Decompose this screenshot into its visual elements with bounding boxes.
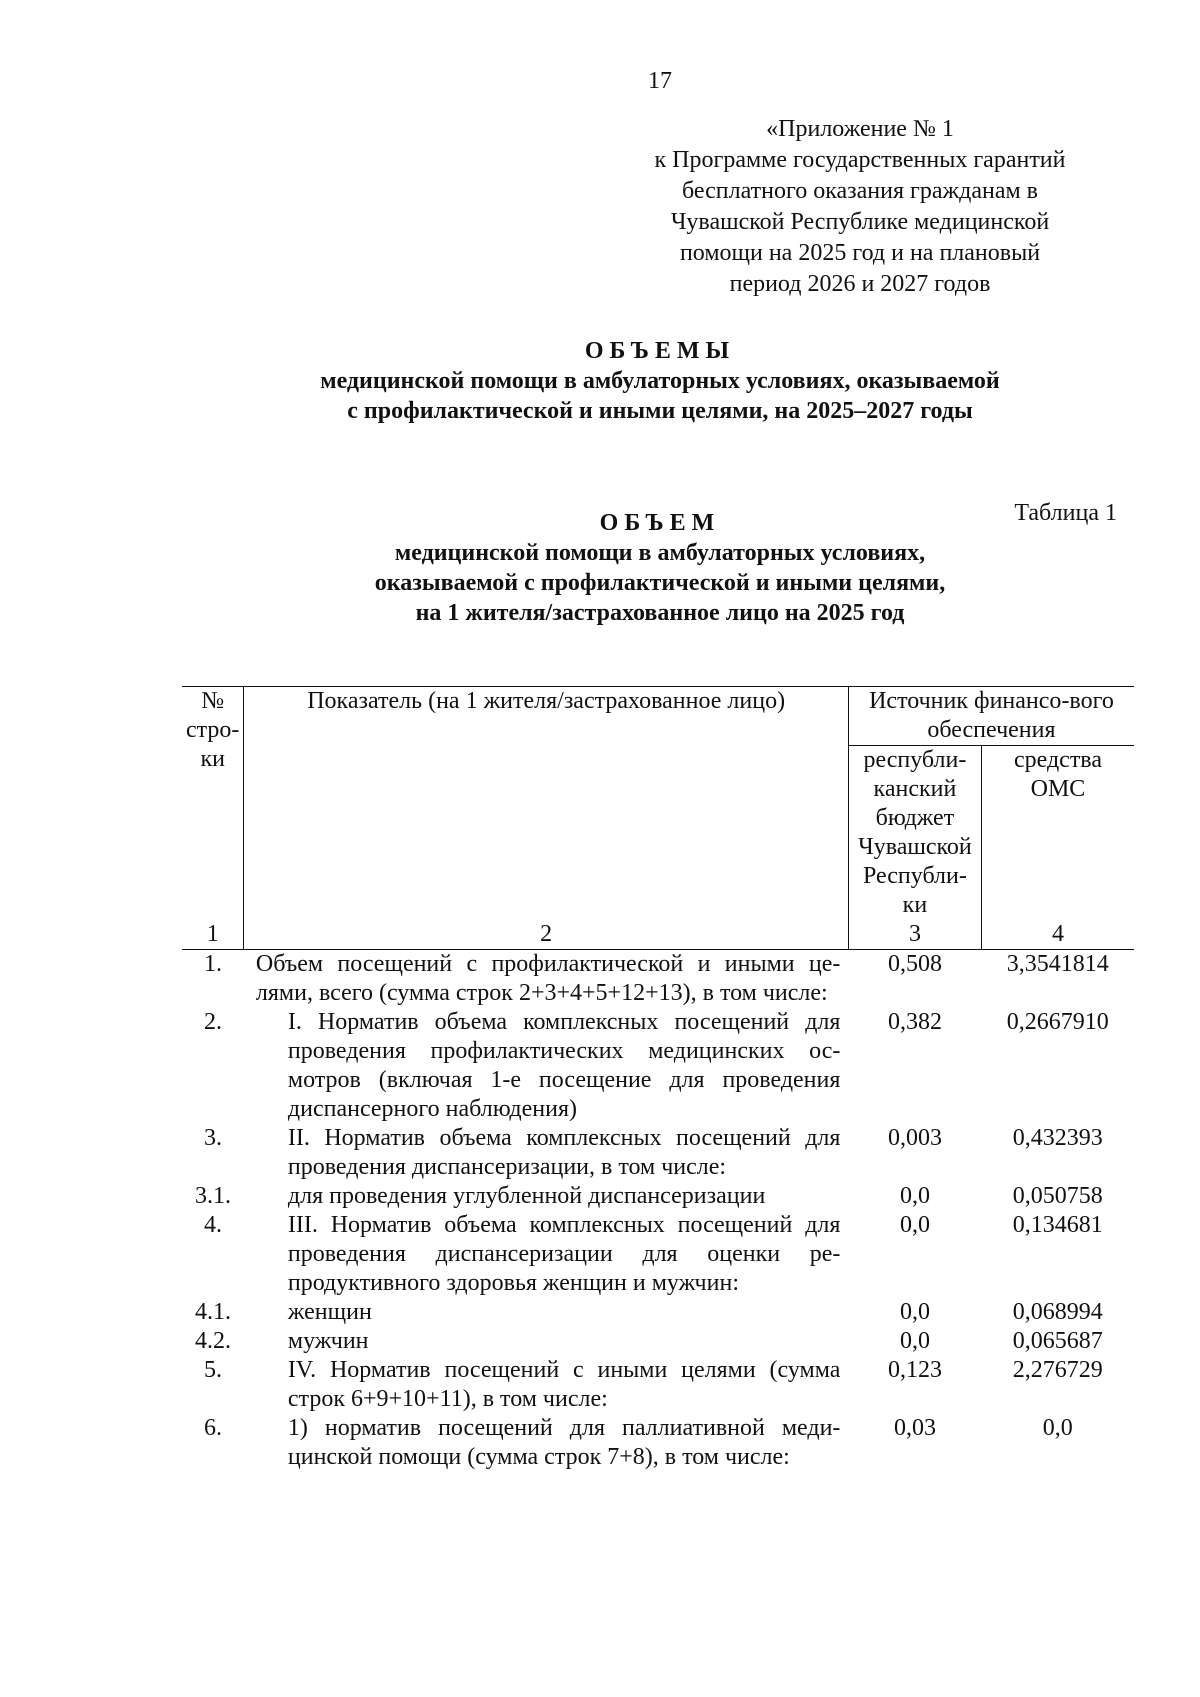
row-number: 4. bbox=[203, 1212, 222, 1238]
row-number: 6. bbox=[203, 1415, 222, 1441]
table-label: Таблица 1 bbox=[1014, 500, 1117, 526]
table-title-line: на 1 жителя/застрахованное лицо на 2025 год bbox=[415, 600, 905, 626]
row-oms-value: 0,068994 bbox=[1012, 1299, 1103, 1325]
row-indicator: III. Норматив объема комплексных посещений для проведения диспансеризации для оценки ре-продуктивного здоровья женщин и мужчин: bbox=[287, 1212, 841, 1296]
appendix-reference bbox=[590, 114, 1130, 300]
table-row bbox=[182, 1211, 1134, 1298]
table-title-line: оказываемой с профилактической и иными целями, bbox=[374, 570, 946, 596]
row-indicator: женщин bbox=[287, 1299, 372, 1325]
table-row bbox=[182, 1182, 1134, 1211]
row-oms-value: 0,432393 bbox=[1012, 1125, 1103, 1151]
table-row bbox=[182, 1124, 1134, 1182]
main-title-line: медицинской помощи в амбулаторных условиях, оказываемой bbox=[320, 368, 1000, 394]
row-indicator: для проведения углубленной диспансеризации bbox=[287, 1183, 766, 1209]
row-number: 4.2. bbox=[194, 1328, 231, 1354]
table-row bbox=[182, 1327, 1134, 1356]
row-indicator: I. Норматив объема комплексных посещений для проведения профилактических медицинских ос-мотров (включая 1-е посещение для проведения диспансерного наблюдения) bbox=[287, 1009, 841, 1122]
row-oms-value: 0,0 bbox=[1042, 1415, 1073, 1441]
row-budget-value: 0,0 bbox=[899, 1328, 930, 1354]
row-number: 3.1. bbox=[194, 1183, 231, 1209]
row-number: 5. bbox=[203, 1357, 222, 1383]
column-number: 2 bbox=[244, 920, 849, 950]
row-indicator: II. Норматив объема комплексных посещений для проведения диспансеризации, в том числе: bbox=[287, 1125, 841, 1180]
row-oms-value: 0,065687 bbox=[1012, 1328, 1103, 1354]
row-indicator: Объем посещений с профилактической и иными це-лями, всего (сумма строк 2+3+4+5+12+13), в том числе: bbox=[255, 951, 841, 1006]
column-number: 1 bbox=[182, 920, 244, 950]
row-budget-value: 0,0 bbox=[899, 1183, 930, 1209]
row-number: 2. bbox=[203, 1009, 222, 1035]
header-oms-funds: средства ОМС bbox=[1013, 747, 1102, 802]
header-funding-source: Источник финансо-вого обеспечения bbox=[848, 687, 1134, 746]
appendix-line: Чувашской Республике медицинской bbox=[670, 209, 1050, 235]
page-number: 17 bbox=[648, 68, 672, 94]
main-title bbox=[0, 336, 1200, 426]
row-oms-value: 0,050758 bbox=[1012, 1183, 1103, 1209]
header-republic-budget: республи-канский бюджет Чувашской Республи-ки bbox=[848, 746, 981, 921]
row-budget-value: 0,03 bbox=[893, 1415, 936, 1441]
table-row bbox=[182, 950, 1134, 1009]
appendix-line: к Программе государственных гарантий bbox=[654, 147, 1066, 173]
volumes-table bbox=[182, 686, 1134, 1472]
row-budget-value: 0,003 bbox=[887, 1125, 942, 1151]
row-budget-value: 0,123 bbox=[887, 1357, 942, 1383]
row-indicator: 1) норматив посещений для паллиативной меди-цинской помощи (сумма строк 7+8), в том числе: bbox=[287, 1415, 841, 1470]
appendix-line: «Приложение № 1 bbox=[766, 116, 954, 142]
header-indicator: Показатель (на 1 жителя/застрахованное лицо) bbox=[244, 687, 849, 921]
row-budget-value: 0,508 bbox=[887, 951, 942, 977]
row-budget-value: 0,0 bbox=[899, 1212, 930, 1238]
row-indicator: IV. Норматив посещений с иными целями (сумма строк 6+9+10+11), в том числе: bbox=[287, 1357, 841, 1412]
column-number: 4 bbox=[981, 920, 1134, 950]
column-number: 3 bbox=[848, 920, 981, 950]
main-title-line: с профилактической и иными целями, на 2025–2027 годы bbox=[347, 398, 973, 424]
row-indicator: мужчин bbox=[287, 1328, 369, 1354]
row-number: 1. bbox=[203, 951, 222, 977]
table-row bbox=[182, 1356, 1134, 1414]
row-oms-value: 0,2667910 bbox=[1006, 1009, 1109, 1035]
row-budget-value: 0,0 bbox=[899, 1299, 930, 1325]
row-number: 3. bbox=[203, 1125, 222, 1151]
appendix-line: период 2026 и 2027 годов bbox=[729, 271, 991, 297]
appendix-line: бесплатного оказания гражданам в bbox=[682, 178, 1038, 204]
table-title-heading: ОБЪЕМ bbox=[599, 510, 721, 536]
table-title bbox=[0, 508, 1200, 628]
row-number: 4.1. bbox=[194, 1299, 231, 1325]
row-budget-value: 0,382 bbox=[887, 1009, 942, 1035]
table-row bbox=[182, 1008, 1134, 1124]
table-row bbox=[182, 1414, 1134, 1472]
main-title-heading: ОБЪЕМЫ bbox=[584, 338, 736, 364]
header-row-number: № стро-ки bbox=[182, 687, 244, 921]
row-oms-value: 0,134681 bbox=[1012, 1212, 1103, 1238]
table-row bbox=[182, 1298, 1134, 1327]
row-oms-value: 2,276729 bbox=[1012, 1357, 1103, 1383]
appendix-line: помощи на 2025 год и на плановый bbox=[679, 240, 1041, 266]
row-oms-value: 3,3541814 bbox=[1006, 951, 1109, 977]
table-title-line: медицинской помощи в амбулаторных условиях, bbox=[394, 540, 926, 566]
